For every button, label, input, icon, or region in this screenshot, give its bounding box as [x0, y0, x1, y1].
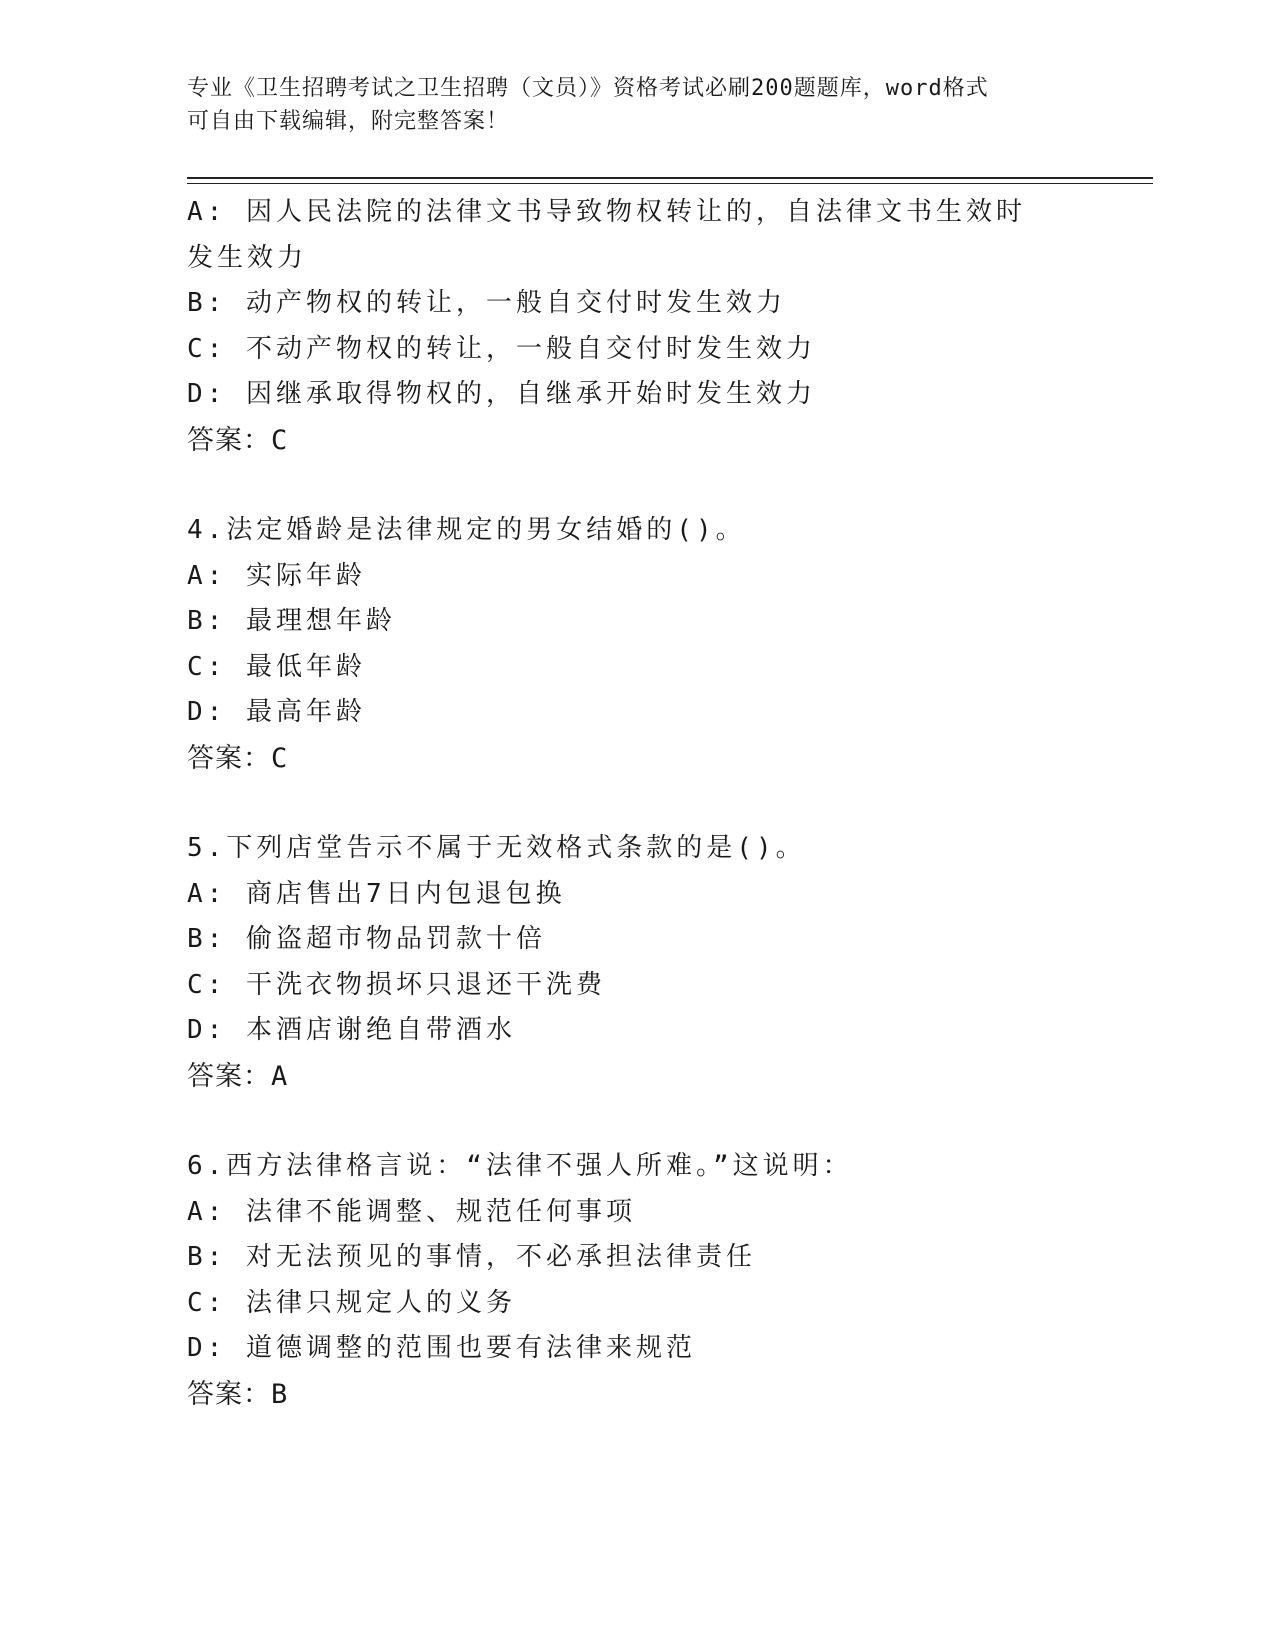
question-4 — [187, 508, 1087, 781]
answer: 答案：C — [187, 424, 289, 456]
option-b: B: 偷盗超市物品罚款十倍 — [187, 924, 546, 954]
header-divider-thick — [187, 177, 1153, 179]
header-divider-thin — [187, 183, 1153, 184]
option-b: B: 动产物权的转让，一般自交付时发生效力 — [187, 288, 786, 318]
option-c: C: 最低年龄 — [187, 651, 366, 682]
question-list — [187, 190, 1087, 1417]
question-stem: 6.西方法律格言说：“法律不强人所难。”这说明： — [187, 1151, 853, 1181]
option-a: A: 法律不能调整、规范任何事项 — [187, 1196, 636, 1227]
answer: 答案：B — [187, 1378, 289, 1410]
answer: 答案：C — [187, 742, 289, 774]
question-6 — [187, 1144, 1087, 1417]
document-header — [187, 72, 1087, 138]
header-line-2: 可自由下载编辑，附完整答案！ — [187, 109, 510, 134]
option-c: C: 法律只规定人的义务 — [187, 1287, 516, 1318]
option-c: C: 干洗衣物损坏只退还干洗费 — [187, 969, 606, 1000]
option-a: A: 实际年龄 — [187, 560, 366, 591]
option-d: D: 道德调整的范围也要有法律来规范 — [187, 1333, 696, 1363]
option-c: C: 不动产物权的转让，一般自交付时发生效力 — [187, 333, 816, 364]
question-stem: 4.法定婚龄是法律规定的男女结婚的()。 — [187, 515, 746, 545]
option-d: D: 最高年龄 — [187, 697, 366, 727]
option-b: B: 最理想年龄 — [187, 606, 396, 636]
question-5 — [187, 826, 1087, 1099]
header-line-1: 专业《卫生招聘考试之卫生招聘（文员）》资格考试必刷200题题库，word格式 — [187, 76, 989, 101]
option-a: A: 因人民法院的法律文书导致物权转让的，自法律文书生效时发生效力 — [187, 197, 1026, 273]
option-b: B: 对无法预见的事情，不必承担法律责任 — [187, 1242, 756, 1272]
option-d: D: 本酒店谢绝自带酒水 — [187, 1015, 516, 1045]
option-a: A: 商店售出7日内包退包换 — [187, 878, 566, 909]
question-3 — [187, 190, 1087, 463]
question-stem: 5.下列店堂告示不属于无效格式条款的是()。 — [187, 833, 806, 863]
option-d: D: 因继承取得物权的，自继承开始时发生效力 — [187, 379, 816, 409]
answer: 答案：A — [187, 1060, 289, 1092]
